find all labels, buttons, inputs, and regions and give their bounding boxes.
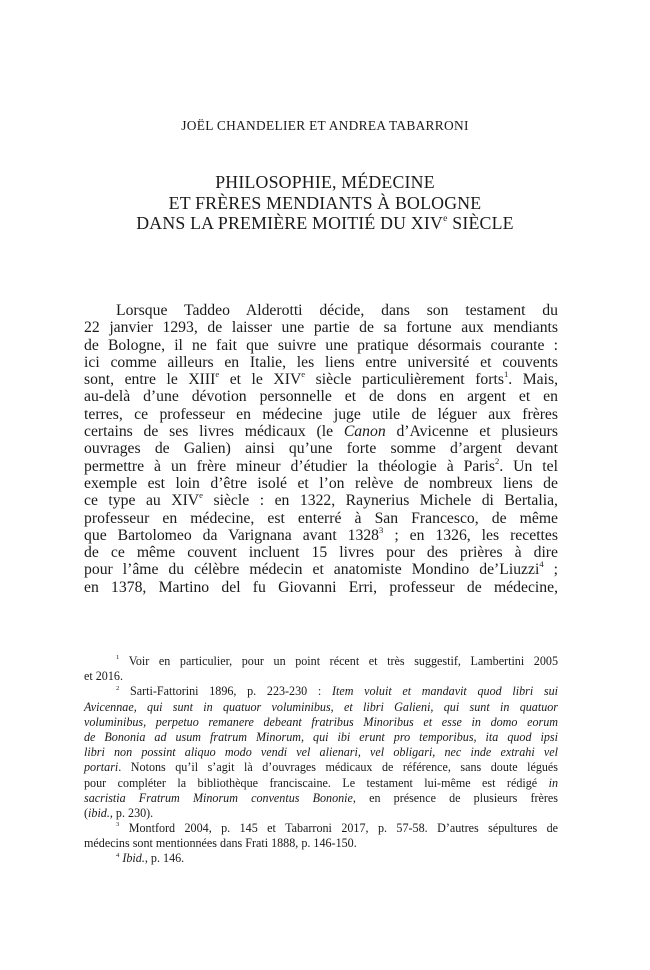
text-run: pour compléter la bibliothèque franciscaine. Le testament lui-même est rédigé bbox=[84, 775, 538, 790]
body-line bbox=[84, 371, 558, 388]
text-run: permettre à un frère mineur d’étudier la théologie à Paris bbox=[84, 457, 495, 475]
italic-run: Ibid. bbox=[122, 851, 145, 866]
body-line: terres, ce professeur en médecine juge utile de léguer aux frères bbox=[84, 405, 558, 423]
text-run: sont, entre le XIII bbox=[84, 371, 216, 389]
body-line: en 1378, Martino del fu Giovanni Erri, professeur de médecine, bbox=[84, 578, 558, 596]
superscript: e bbox=[215, 369, 220, 380]
body-paragraph bbox=[84, 302, 558, 596]
body-line bbox=[84, 423, 558, 440]
body-line: professeur en médecine, est enterré à San Francesco, de même bbox=[84, 509, 558, 527]
text-run: ; en 1326, les recettes bbox=[383, 526, 558, 544]
footnote-ref-3[interactable]: 3 bbox=[379, 524, 384, 535]
footnote-number: 1 bbox=[116, 654, 120, 662]
footnote-4 bbox=[84, 851, 558, 866]
text-run: que Bartolomeo da Varignana avant 1328 bbox=[84, 526, 380, 544]
title-line-3-text: DANS LA PREMIÈRE MOITIÉ DU XIV bbox=[136, 213, 444, 233]
footnotes bbox=[84, 654, 558, 867]
text-run: siècle : en 1322, Raynerius Michele di Bertalia, bbox=[202, 492, 558, 510]
title-line-3 bbox=[0, 213, 650, 234]
text-run: Sarti-Fattorini 1896, p. 223-230 : bbox=[119, 684, 332, 699]
footnote-ref-2[interactable]: 2 bbox=[495, 455, 500, 466]
text-run: . Mais, bbox=[508, 371, 559, 389]
italic-run: de Bononia ad usum fratrum Minorum, qui ibi erunt pro temporibus, ita quod ipsi bbox=[84, 729, 558, 744]
footnote-number: 3 bbox=[116, 821, 120, 829]
body-line: Lorsque Taddeo Alderotti décide, dans son testament du bbox=[116, 302, 558, 319]
text-run: Montford 2004, p. 145 et Tabarroni 2017, p. 57-58. D’autres sépultures de bbox=[119, 821, 558, 836]
footnote-3-line: médecins sont mentionnées dans Frati 1888, p. 146-150. bbox=[84, 836, 357, 851]
italic-run: Canon bbox=[343, 423, 386, 441]
italic-run: libri non possint aliquo modo vendi vel alienari, vel obligari, nec inde extrahi vel bbox=[84, 745, 558, 760]
footnote-number: 2 bbox=[116, 684, 120, 692]
title-superscript: e bbox=[443, 213, 448, 225]
text-run: , en présence de plusieurs frères bbox=[352, 790, 558, 805]
text-run: , p. 146. bbox=[144, 851, 185, 866]
footnote-1-line: et 2016. bbox=[84, 669, 123, 684]
title-line-1: PHILOSOPHIE, MÉDECINE bbox=[215, 172, 435, 192]
text-run: ce type au XIV bbox=[84, 492, 200, 510]
body-line bbox=[84, 492, 558, 509]
italic-run: portari bbox=[84, 760, 119, 775]
text-run: d’Avicenne et plusieurs bbox=[385, 423, 558, 441]
body-line bbox=[84, 455, 558, 475]
footnote-2 bbox=[84, 684, 558, 699]
footnote-ref-4[interactable]: 4 bbox=[539, 559, 544, 570]
footnote-2-line bbox=[84, 760, 558, 775]
footnote-2-line bbox=[84, 806, 558, 821]
body-line: ici comme ailleurs en Italie, les liens entre université et couvents bbox=[84, 353, 558, 371]
superscript: e bbox=[199, 490, 203, 501]
italic-run: in bbox=[537, 775, 558, 790]
running-head-authors: JOËL CHANDELIER ET ANDREA TABARRONI bbox=[181, 118, 469, 133]
text-run: . Un tel bbox=[499, 457, 558, 475]
footnote-2-line bbox=[84, 715, 558, 730]
footnote-1 bbox=[84, 654, 558, 669]
italic-run: ibid. bbox=[88, 805, 110, 820]
footnote-2-line bbox=[84, 791, 558, 806]
footnote-2-line bbox=[84, 730, 558, 745]
body-line: au-delà d’une dévotion personnelle et de dons en argent et en bbox=[84, 388, 558, 406]
text-run: ; bbox=[543, 561, 558, 579]
text-run: pour l’âme du célèbre médecin et anatomiste Mondino de’Liuzzi bbox=[84, 561, 540, 579]
text-run: ( bbox=[84, 805, 89, 820]
text-run: certains de ses livres médicaux (le bbox=[84, 423, 344, 441]
body-line: de Bologne, il ne fait que suivre une pratique désormais courante : bbox=[84, 336, 558, 354]
italic-run: Item voluit et mandavit quod libri sui bbox=[331, 684, 558, 699]
text-run: et le XIV bbox=[219, 371, 302, 389]
footnote-number: 4 bbox=[116, 851, 120, 859]
body-line: de ce même couvent incluent 15 livres pour des prières à dire bbox=[84, 544, 558, 562]
body-line: exemple est loin d’être isolé et l’on relève de nombreux liens de bbox=[84, 474, 558, 492]
superscript: e bbox=[301, 369, 306, 380]
body-line: ouvrages de Galien) ainsi qu’une forte somme d’argent devant bbox=[84, 440, 558, 458]
text-run: . Notons qu’il s’agit là d’ouvrages médicaux de référence, sans doute légués bbox=[118, 760, 558, 775]
italic-run: Avicennae, qui sunt in quatuor voluminibus, et libri Galieni, qui sunt in quatuor bbox=[84, 699, 558, 714]
footnote-3 bbox=[84, 821, 558, 836]
footnote-ref-1[interactable]: 1 bbox=[503, 369, 509, 380]
footnote-2-line bbox=[84, 776, 558, 791]
body-line bbox=[84, 561, 558, 578]
text-run: , p. 230). bbox=[109, 805, 154, 820]
body-line bbox=[84, 524, 558, 544]
title-line-3-end: SIÈCLE bbox=[447, 213, 514, 233]
title-line-2: ET FRÈRES MENDIANTS À BOLOGNE bbox=[168, 192, 482, 213]
chapter-title bbox=[0, 172, 650, 234]
text-run: Voir en particulier, pour un point récent et très suggestif, Lambertini 2005 bbox=[119, 654, 558, 668]
italic-run: voluminibus, perpetuo remanere debeant fratribus Minoribus et esse in domo eorum bbox=[84, 714, 558, 729]
text-run: siècle particulièrement forts bbox=[305, 371, 504, 389]
italic-run: sacristia Fratrum Minorum conventus Bononie bbox=[84, 790, 353, 805]
footnote-2-line bbox=[84, 745, 558, 760]
body-line: 22 janvier 1293, de laisser une partie de sa fortune aux mendiants bbox=[84, 319, 558, 337]
footnote-2-line bbox=[84, 700, 558, 715]
